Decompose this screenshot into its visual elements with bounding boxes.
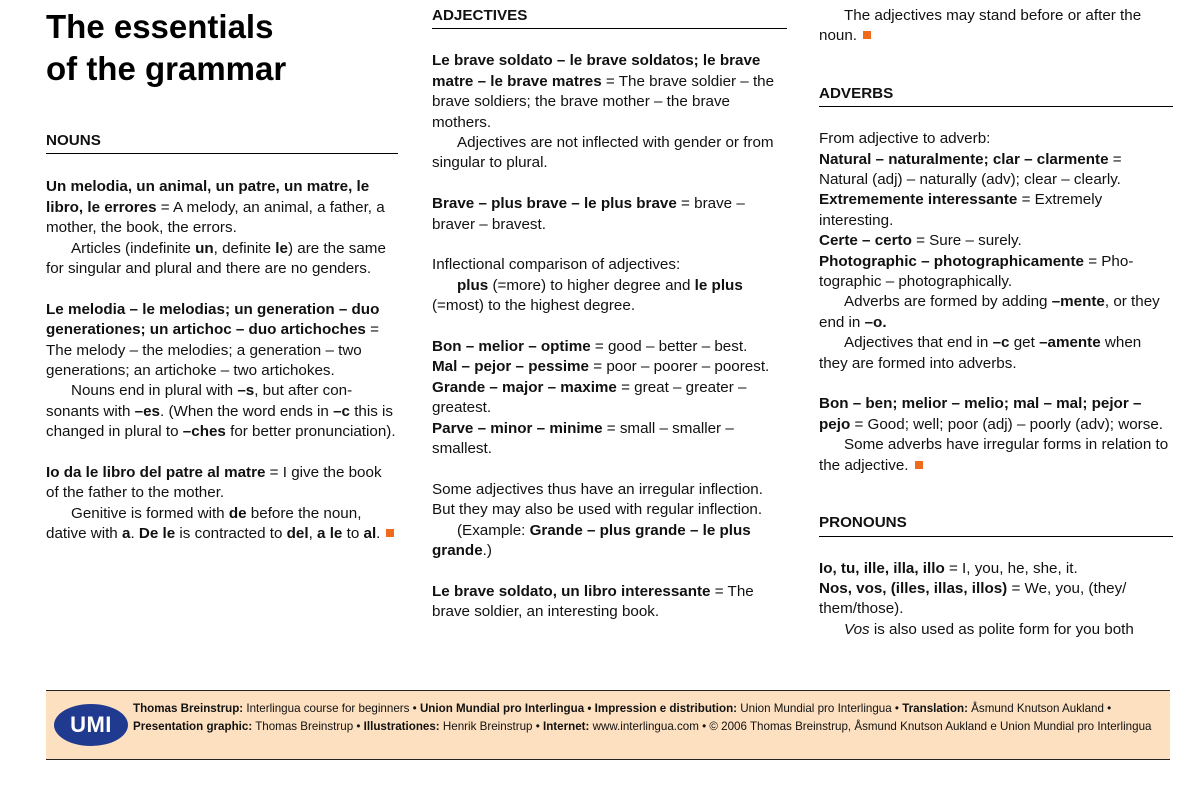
comparison-good: Bon – melior – optime = good – better – best. [432, 338, 748, 356]
adjectives-paragraph-7: (Example: Grande – plus grande – le plus grande.) [432, 521, 751, 560]
adverbs-natural: Natural – naturalmente; clar – clarmente = Natural (adj) – naturally (adv); clear – clearly. [819, 150, 1122, 189]
credits-text: Thomas Breinstrup: Interlingua course for beginners • Union Mundial pro Interlingua • Impression e distribution: Union Mundial pro Interlingua • Translation: Åsmund Knutson Aukland • Presentation graphic: Thomas Breinstrup • Illustrationes: Henrik Breinstrup • Internet: www.interlingua.com • © 2006 Thomas Breinstrup, Åsmund Knutson Aukland e Union Mundial pro Interlingua [133, 702, 1152, 733]
adverbs-photographic: Photographic – photographicamente = Photographic – photographically. [819, 252, 1134, 291]
adverbs-heading: ADVERBS [819, 84, 1173, 107]
title-line-2: of the grammar [46, 50, 287, 87]
adverbs-paragraph-3: Adjectives that end in –c get –amente when they are formed into adverbs. [819, 334, 1142, 372]
adverbs-paragraph-5: Some adverbs have irregular forms in relation to the adjective. [819, 436, 1169, 474]
end-square-icon [386, 529, 394, 537]
pronouns-plural: Nos, vos, (illes, illas, illos) = We, you, (they/ them/those). [819, 579, 1127, 618]
adverbs-paragraph-2: Adverbs are formed by adding –mente, or they end in –o. [819, 293, 1160, 331]
comparison-small: Parve – minor – minime = small – smaller – smallest. [432, 419, 734, 458]
adverbs-intro: From adjective to adverb: [819, 130, 991, 148]
nouns-paragraph-2: Articles (indefinite un, definite le) are the same for singular and plural and there are no genders. [46, 239, 386, 278]
column-3 [819, 0, 1173, 640]
adjectives-position-note: The adjectives may stand before or after the noun. [819, 7, 1142, 45]
end-square-icon [863, 31, 871, 39]
nouns-paragraph-3: Le melodia – le melodias; un generation – duo generationes; un artichoc – duo artichoches = The melody – the melodies; a generation – two generations; an artichoke – two artichokes. [46, 300, 380, 380]
title-line-1: The essentials [46, 8, 274, 45]
adjectives-paragraph-3: Brave – plus brave – le plus brave = brave – braver – bravest. [432, 195, 745, 233]
pronouns-singular: Io, tu, ille, illa, illo = I, you, he, she, it. [819, 559, 1078, 577]
column-2 [432, 0, 787, 623]
adverbs-sure: Certe – certo = Sure – surely. [819, 232, 1022, 250]
comparison-great: Grande – major – maxime = great – greater – greatest. [432, 378, 747, 417]
pronouns-heading: PRONOUNS [819, 513, 1173, 536]
adverbs-paragraph-4: Bon – ben; melior – melio; mal – mal; pejor – pejo = Good; well; poor (adj) – poorly (adv); worse. [819, 395, 1163, 433]
nouns-paragraph-6: Genitive is formed with de before the noun, dative with a. De le is contracted to del, a le to al. [46, 504, 398, 545]
nouns-paragraph-1: Un melodia, un animal, un patre, un matre, le libro, le errores = A melody, an animal, a father, a mother, the book, the errors. [46, 178, 385, 237]
umi-logo: UMI [54, 704, 128, 746]
pronouns-paragraph-1: Vos is also used as polite form for you both [844, 620, 1134, 638]
adjectives-paragraph-8: Le brave soldato, un libro interessante = The brave soldier, an interesting book. [432, 582, 754, 621]
column-1 [46, 0, 398, 545]
nouns-paragraph-5: Io da le libro del patre al matre = I give the book of the father to the mother. [46, 464, 382, 502]
page-title [46, 6, 398, 90]
adjectives-paragraph-5: plus (=more) to higher degree and le plus (=most) to the highest degree. [432, 276, 743, 315]
credits-footer [46, 690, 1170, 760]
adjectives-paragraph-1: Le brave soldato – le brave soldatos; le brave matre – le brave matres = The brave soldier – the brave soldiers; the brave mother – the brave mothers. [432, 52, 775, 131]
adjectives-paragraph-6: Some adjectives thus have an irregular inflection. But they may also be used with regular inflection. [432, 480, 763, 519]
nouns-heading: NOUNS [46, 131, 398, 154]
adjectives-paragraph-4: Inflectional comparison of adjectives: [432, 256, 681, 274]
adjectives-paragraph-2: Adjectives are not inflected with gender or from singular to plural. [432, 134, 774, 172]
comparison-poor: Mal – pejor – pessime = poor – poorer – poorest. [432, 358, 770, 376]
adjectives-heading: ADJECTIVES [432, 6, 787, 29]
end-square-icon [915, 461, 923, 469]
adverbs-extremely: Extrememente interessante = Extremely interesting. [819, 191, 1103, 229]
nouns-paragraph-4: Nouns end in plural with –s, but after consonants with –es. (When the word ends in –c this is changed in plural to –ches for better pronunciation). [46, 382, 396, 441]
